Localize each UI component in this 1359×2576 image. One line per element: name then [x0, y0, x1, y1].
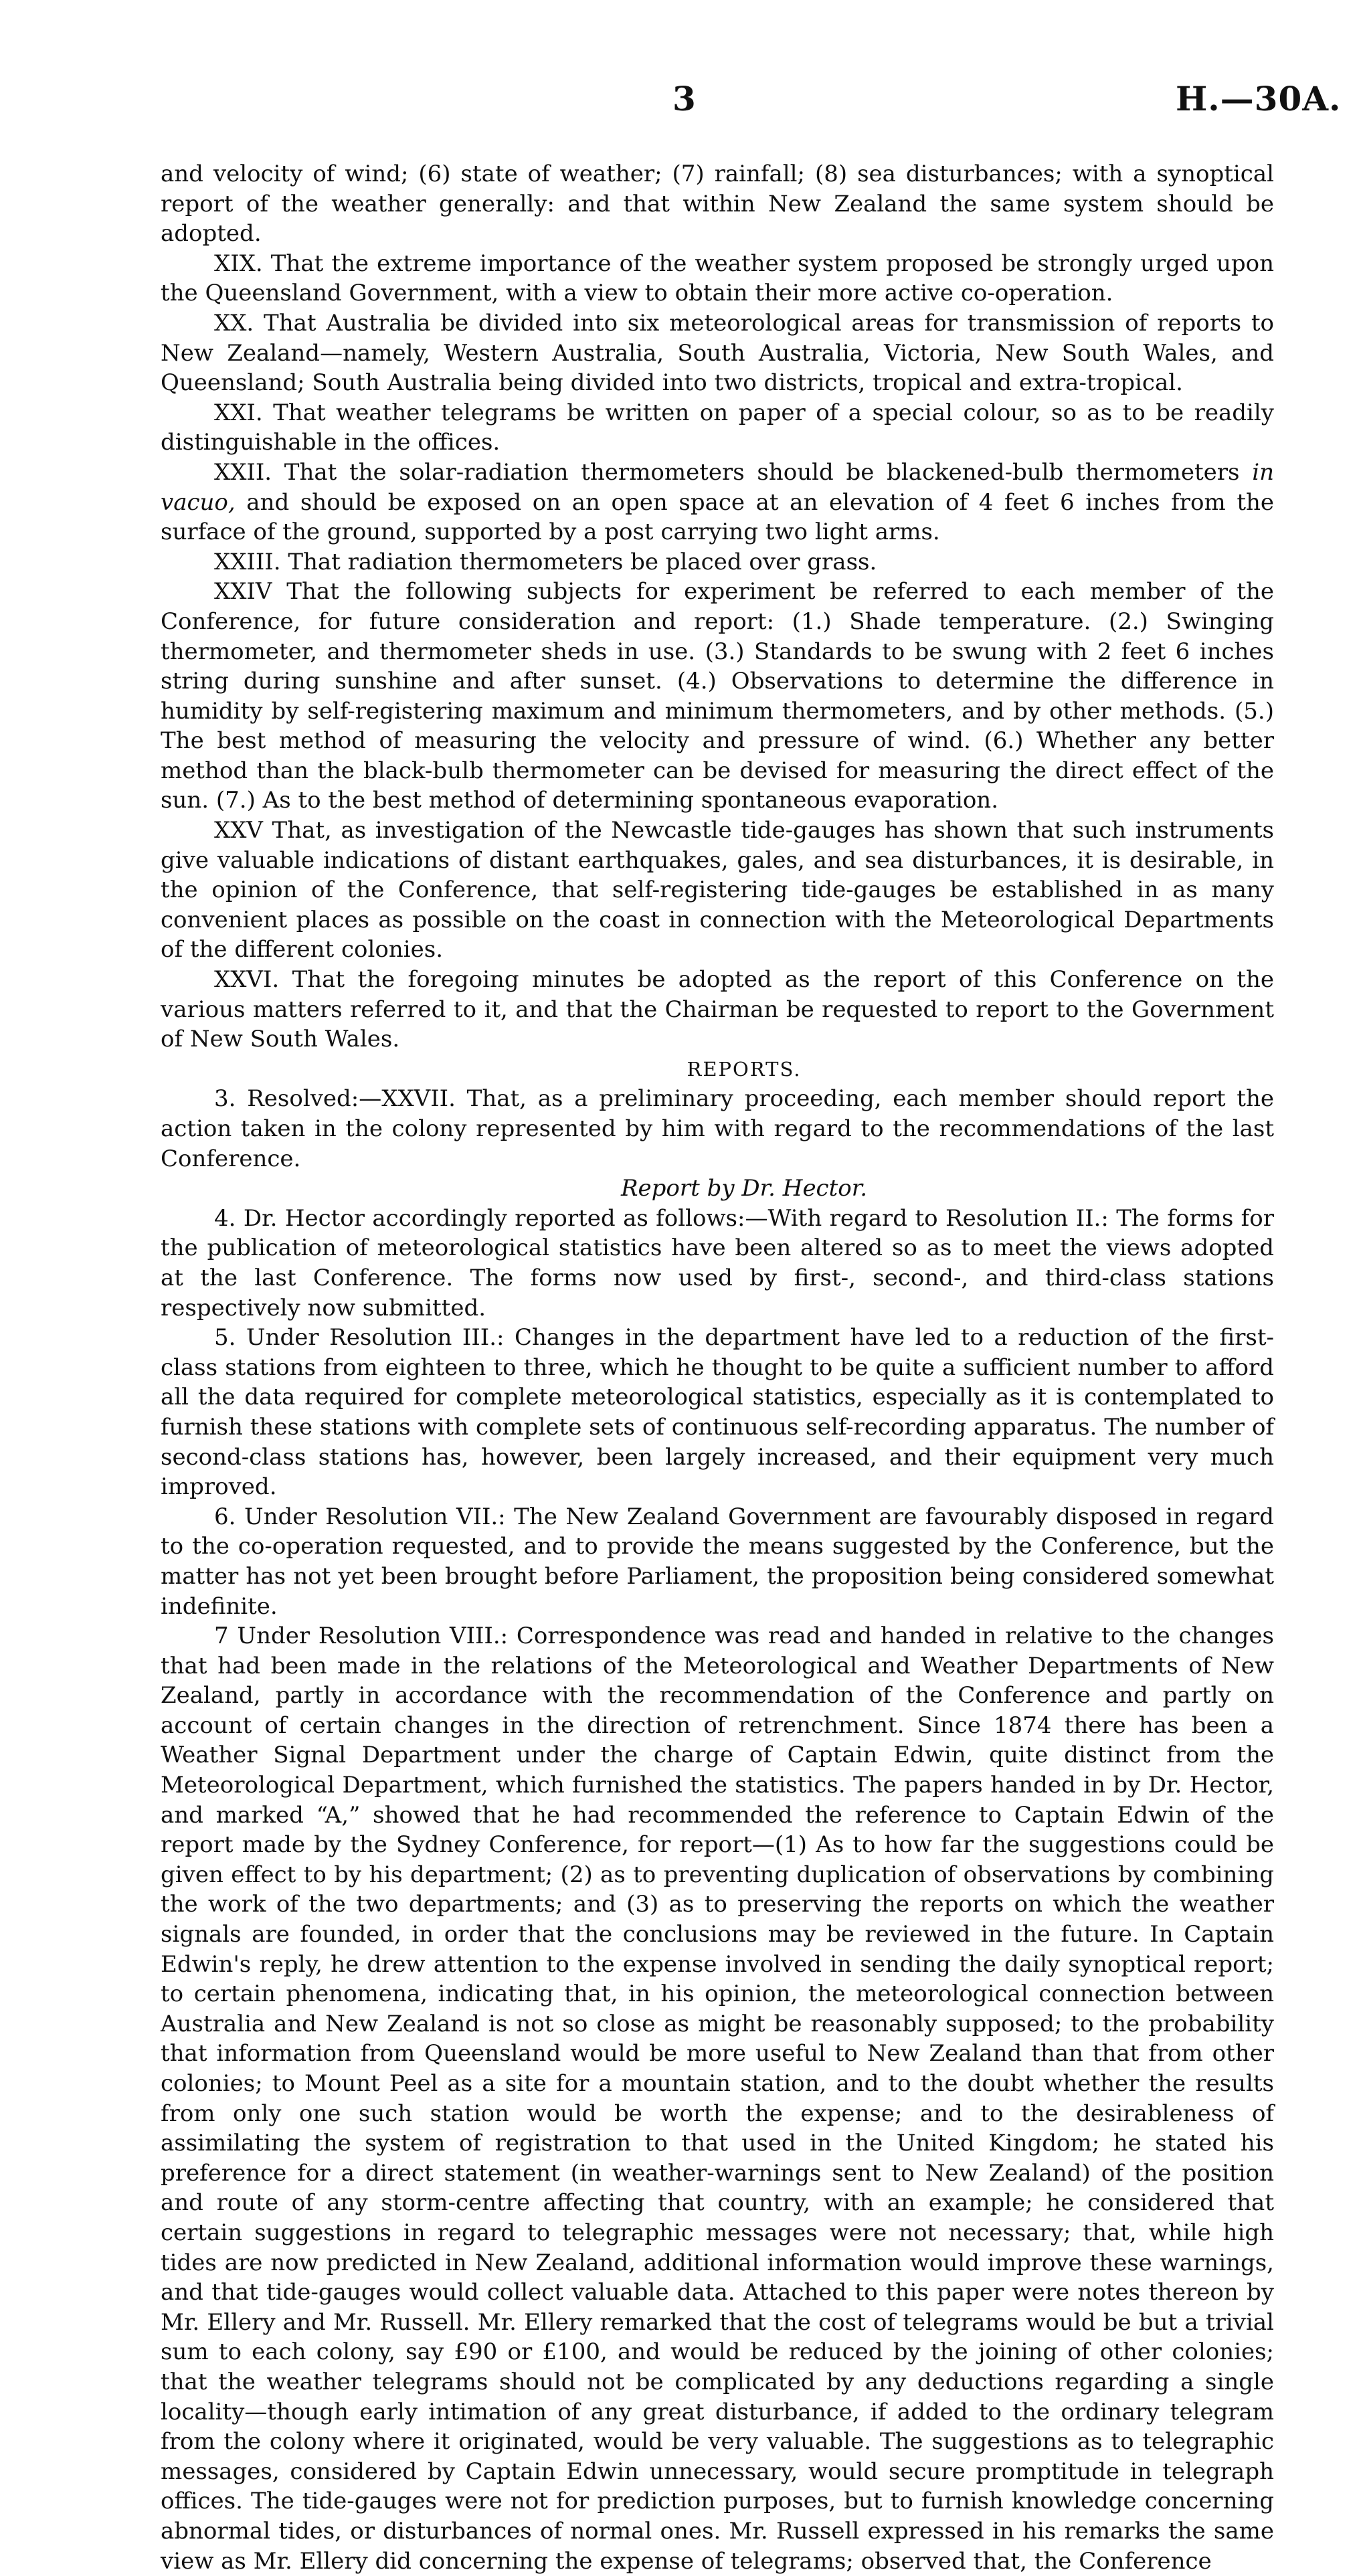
page-body: [161, 159, 1274, 2576]
resolution-xxii-text-end: and should be exposed on an open space at an elevation of 4 feet 6 inches from the surface of the ground, supported by a post carrying two light arms.: [161, 488, 1274, 546]
paragraph-5: 5. Under Resolution III.: Changes in the department have led to a reduction of the first-class stations from eighteen to three, which he thought to be quite a sufficient number to afford all the data required for complete meteorological statistics, especially as it is contemplated to furnish these stations with complete sets of continuous self-recording apparatus. The number of second-class stations has, however, been largely increased, and their equipment very much improved.: [161, 1324, 1274, 1501]
resolution-xxii-text: XXII. That the solar-radiation thermometers should be blackened-bulb thermometers: [214, 458, 1253, 486]
page-number: 3: [672, 79, 697, 118]
paragraph-4: 4. Dr. Hector accordingly reported as follows:—With regard to Resolution II.: The forms for the publication of meteorological statistics have been altered so as to meet the views adopted at the last Conference. The forms now used by first-, second-, and third-class stations respectively now submitted.: [161, 1204, 1274, 1321]
resolution-xxvi: XXVI. That the foregoing minutes be adopted as the report of this Conference on the various matters referred to it, and that the Chairman be requested to report to the Government of New South Wales.: [161, 966, 1274, 1053]
paragraph-6: 6. Under Resolution VII.: The New Zealand Government are favourably disposed in regard to the co-operation requested, and to provide the means suggested by the Conference, but the matter has not yet been brought before Parliament, the proposition being considered somewhat indefinite.: [161, 1503, 1274, 1620]
resolution-xxiii: XXIII. That radiation thermometers be placed over grass.: [214, 548, 877, 575]
resolution-xxv: XXV That, as investigation of the Newcastle tide-gauges has shown that such instruments give valuable indications of distant earthquakes, gales, and sea disturbances, it is desirable, in the opinion of the Conference, that self-registering tide-gauges be established in as many convenient places as possible on the coast in connection with the Meteorological Departments of the different colonies.: [161, 817, 1274, 963]
report-subheading: Report by Dr. Hector.: [620, 1175, 868, 1202]
paragraph-3: 3. Resolved:—XXVII. That, as a preliminary proceeding, each member should report the action taken in the colony represented by him with regard to the recommendations of the last Conference.: [161, 1085, 1274, 1172]
paper-identifier: H.—30A.: [1176, 79, 1342, 118]
paragraph-7: 7 Under Resolution VIII.: Correspondence was read and handed in relative to the changes that had been made in the relations of the Meteorological and Weather Departments of New Zealand, partly in accordance with the recommendation of the Conference and partly on account of certain changes in the direction of retrenchment. Since 1874 there has been a Weather Signal Department under the charge of Captain Edwin, quite distinct from the Meteorological Department, which furnished the statistics. The papers handed in by Dr. Hector, and marked “A,” showed that he had recommended the reference to Captain Edwin of the report made by the Sydney Conference, for report—(1) As to how far the suggestions could be given effect to by his department; (2) as to preventing duplication of observations by combining the work of the two departments; and (3) as to preserving the reports on which the weather signals are founded, in order that the conclusions may be reviewed in the future. In Captain Edwin's reply, he drew attention to the expense involved in sending the daily synoptical report; to certain phenomena, indicating that, in his opinion, the meteorological connection between Australia and New Zealand is not so close as might be reasonably supposed; to the probability that information from Queensland would be more useful to New Zealand than that from other colonies; to Mount Peel as a site for a mountain station, and to the doubt whether the results from only one such station would be worth the expense; and to the desirableness of assimilating the system of registration to that used in the United Kingdom; he stated his preference for a direct statement (in weather-warnings sent to New Zealand) of the position and route of any storm-centre affecting that country, with an example; he considered that certain suggestions in regard to telegraphic messages were not necessary; that, while high tides are now predicted in New Zealand, additional information would improve these warnings, and that tide-gauges would collect valuable data. Attached to this paper were notes thereon by Mr. Ellery and Mr. Russell. Mr. Ellery remarked that the cost of telegrams would be but a trivial sum to each colony, say £90 or £100, and would be reduced by the joining of other colonies; that the weather telegrams should not be complicated by any deductions regarding a single locality—though early intimation of any great disturbance, if added to the ordinary telegram from the colony where it originated, would be very valuable. The suggestions as to telegraphic messages, considered by Captain Edwin unnecessary, would secure promptitude in telegraph offices. The tide-gauges were not for prediction purposes, but to furnish knowledge concerning abnormal tides, or disturbances of normal ones. Mr. Russell expressed in his remarks the same view as Mr. Ellery did concerning the expense of telegrams; observed that, the Conference: [161, 1623, 1274, 2575]
resolution-xxii: [161, 458, 1274, 547]
resolution-xix: XIX. That the extreme importance of the weather system proposed be strongly urged upon the Queensland Government, with a view to obtain their more active co-operation.: [161, 250, 1274, 307]
resolution-xxi: XXI. That weather telegrams be written on paper of a special colour, so as to be readily distinguishable in the offices.: [161, 399, 1274, 456]
paragraph-continued: and velocity of wind; (6) state of weather; (7) rainfall; (8) sea disturbances; with a synoptical report of the weather generally: and that within New Zealand the same system should be adopted.: [161, 161, 1274, 248]
reports-heading: REPORTS.: [687, 1057, 802, 1081]
resolution-xxii-italic: in vacuo,: [161, 458, 1274, 516]
resolution-xxiv: XXIV That the following subjects for experiment be referred to each member of the Conference, for future consideration and report: (1.) Shade temperature. (2.) Swinging thermometer, and thermometer sheds in use. (3.) Standards to be swung with 2 feet 6 inches string during sunshine and after sunset. (4.) Observations to determine the difference in humidity by self-registering maximum and minimum thermometers, and by other methods. (5.) The best method of measuring the velocity and pressure of wind. (6.) Whether any better method than the black-bulb thermometer can be devised for measuring the direct effect of the sun. (7.) As to the best method of determining spontaneous evaporation.: [161, 578, 1274, 814]
resolution-xx: XX. That Australia be divided into six meteorological areas for transmission of reports to New Zealand—namely, Western Australia, South Australia, Victoria, New South Wales, and Queensland; South Australia being divided into two districts, tropical and extra-tropical.: [161, 309, 1274, 397]
